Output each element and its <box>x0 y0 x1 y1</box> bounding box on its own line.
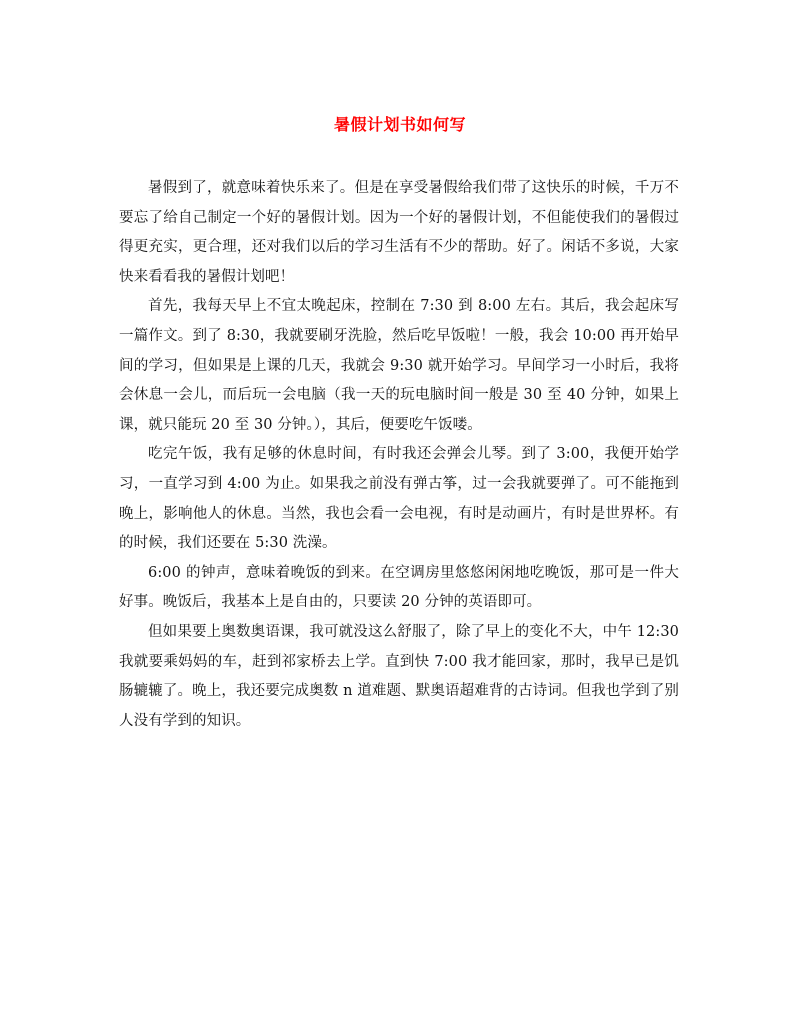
paragraph-4: 6:00 的钟声，意味着晚饭的到来。在空调房里悠悠闲闲地吃晚饭，那可是一件大好事。晚饭后，我基本上是自由的，只要读 20 分钟的英语即可。 <box>119 564 679 611</box>
paragraph-5: 但如果要上奥数奥语课，我可就没这么舒服了，除了早上的变化不大，中午 12:30 我就要乘妈妈的车，赶到祁家桥去上学。直到快 7:00 我才能回家，那时，我早已是饥肠辘辘了。晚上，我还要完成奥数 n 道难题、默奥语超难背的古诗词。但我也学到了别人没有学到的知识。 <box>119 623 679 729</box>
paragraph-1: 暑假到了，就意味着快乐来了。但是在享受暑假给我们带了这快乐的时候，千万不要忘了给自己制定一个好的暑假计划。因为一个好的暑假计划，不但能使我们的暑假过得更充实，更合理，还对我们以后的学习生活有不少的帮助。好了。闲话不多说，大家快来看看我的暑假计划吧！ <box>119 180 679 285</box>
document-body <box>119 174 679 736</box>
document-title: 暑假计划书如何写 <box>333 115 466 134</box>
paragraph-3: 吃完午饭，我有足够的休息时间，有时我还会弹会儿琴。到了 3:00，我便开始学习，一直学习到 4:00 为止。如果我之前没有弹古筝，过一会我就要弹了。可不能拖到晚上，影响他人的休息。当然，我也会看一会电视，有时是动画片，有时是世界杯。有的时候，我们还要在 5:30 洗澡。 <box>119 446 679 552</box>
paragraph-2: 首先，我每天早上不宜太晚起床，控制在 7:30 到 8:00 左右。其后，我会起床写一篇作文。到了 8:30，我就要刷牙洗脸，然后吃早饭啦！一般，我会 10:00 再开始早间的学习，但如果是上课的几天，我就会 9:30 就开始学习。早间学习一小时后，我将会休息一会儿，而后玩一会电脑（我一天的玩电脑时间一般是 30 至 40 分钟，如果上课，就只能玩 20 至 30 分钟。），其后，便要吃午饭喽。 <box>119 298 679 433</box>
